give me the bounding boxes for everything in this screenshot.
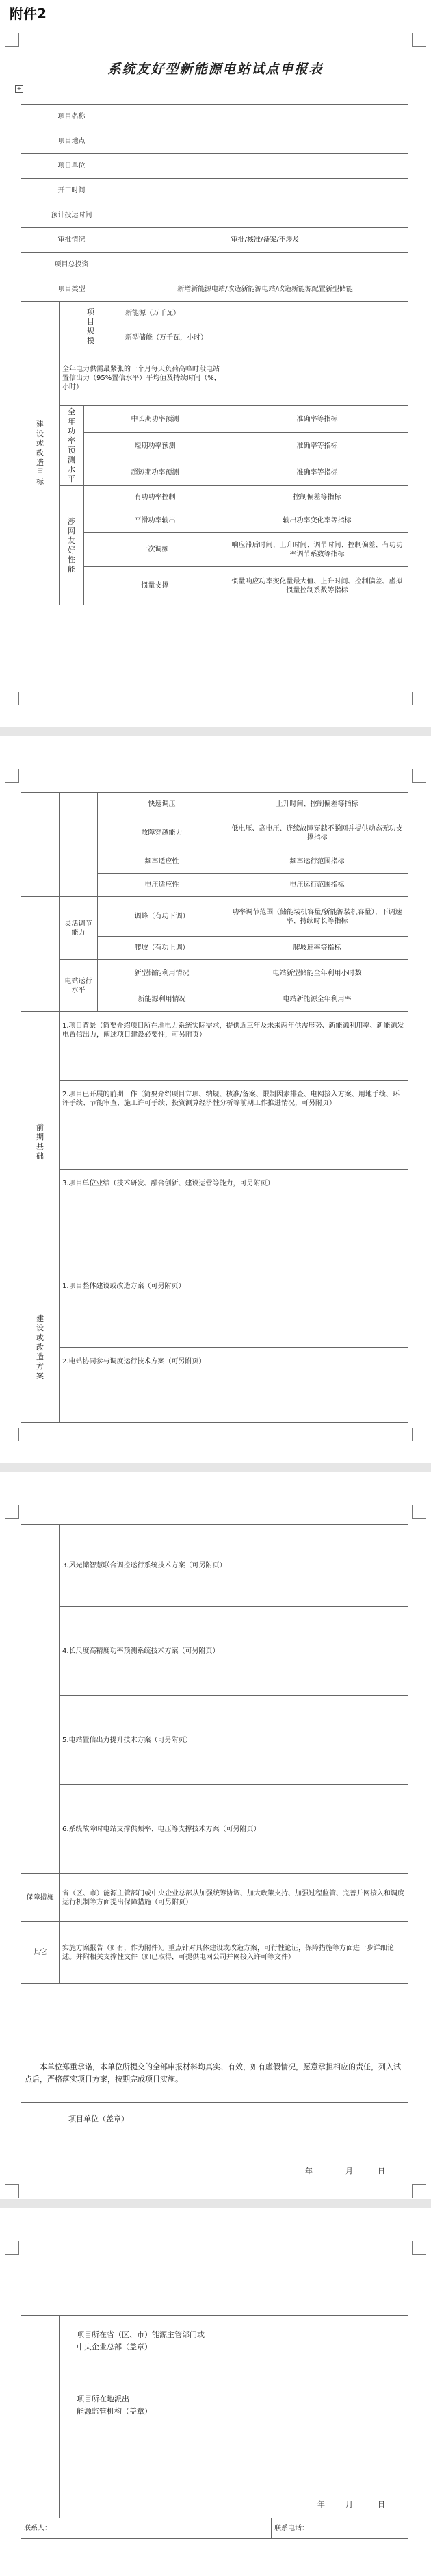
crop-mark [5,2241,19,2255]
operation-label: 电站运行水平 [60,960,98,1012]
crop-mark [5,1428,19,1441]
contact-person-cell[interactable]: 联系人： [21,2518,272,2539]
scale-label: 项目规模 [60,302,122,351]
project-type-value[interactable]: 新增新能源电站/改造新能源电站/改造新能源配置新型储能 [122,277,408,302]
project-unit-field[interactable] [122,154,408,179]
crop-mark [412,2184,426,2198]
grid-friendly-row-name: 电压适应性 [98,874,226,897]
guarantee-label: 保障措施 [21,1874,60,1922]
investment-label: 项目总投资 [21,253,122,277]
grid-friendly-continued [60,793,98,897]
scale-storage-label: 新型储能（万千瓦，小时） [122,325,226,351]
grid-friendly-row-value[interactable]: 低电压、高电压、连续故障穿越不脱网并提供动态无功支撑指标 [226,816,408,850]
reliable-capacity-field[interactable] [226,351,408,406]
start-time-field[interactable] [122,179,408,203]
plan-section-continued [21,1525,60,1874]
commitment-unit-seal: 项目单位（盖章） [68,2114,129,2123]
approval-label: 审批情况 [21,228,122,253]
grid-friendly-row-name: 有功功率控制 [84,486,226,509]
other-text[interactable]: 实施方案报告（如有，作为附件）。重点针对具体建设或改造方案，可行性论证，保障措施等方面进一步详细论述。并附相关支撑性文件（如已取得，可提供电网公司并网接入许可等文件） [60,1922,408,1984]
date-day: 日 [378,2167,385,2175]
project-name-label: 项目名称 [21,105,122,129]
forecast-row-name: 中长期功率预测 [84,406,226,433]
grid-friendly-row-value[interactable]: 响应滞后时间、上升时间、调节时间、控制偏差、有功功率调节系数等指标 [226,533,408,567]
dept1-line1: 项目所在省（区、市）能源主管部门或 [77,2330,205,2339]
reliable-capacity-label: 全年电力供需最紧张的一个月每天负荷高峰时段电站置信出力（95%置信水平）平均值及持续时间（%，小时） [60,351,226,406]
guarantee-text[interactable]: 省（区、市）能源主管部门或中央企业总部从加强统筹协调、加大政策支持、加强过程监管、完善并网接入和调度运行机制等方面提出保障措施（可另附页） [60,1874,408,1922]
flex-regulation-row-value[interactable]: 功率调节范围（储能装机容量/新能源装机容量）、下调速率、持续时长等指标 [226,897,408,937]
operation-time-field[interactable] [122,203,408,228]
investment-field[interactable] [122,253,408,277]
operation-row-name: 新型储能利用情况 [98,960,226,987]
form-title: 系统友好型新能源电站试点申报表 [107,62,324,77]
crop-mark [412,769,426,783]
table-move-handle-icon[interactable]: + [15,85,23,93]
grid-friendly-row-value[interactable]: 惯量响应功率变化量最大值、上升时间、控制偏差、虚拟惯量控制系数等指标 [226,567,408,605]
crop-mark [412,692,426,705]
flex-regulation-row-name: 爬坡（有功上调） [98,937,226,960]
plan-item[interactable]: 4.长尺度高精度功率预测系统技术方案（可另附页） [60,1607,408,1696]
scale-storage-field[interactable] [226,325,408,351]
flex-regulation-row-name: 调峰（有功下调） [98,897,226,937]
scale-renewable-label: 新能源（万千瓦） [122,302,226,325]
grid-friendly-row-name: 故障穿越能力 [98,816,226,850]
grid-friendly-row-value[interactable]: 频率运行范围指标 [226,850,408,874]
grid-friendly-row-name: 频率适应性 [98,850,226,874]
grid-friendly-row-value[interactable]: 控制偏差等指标 [226,486,408,509]
forecast-row-value[interactable]: 准确率等指标 [226,459,408,486]
crop-mark [5,2184,19,2198]
plan-item[interactable]: 1.项目整体建设或改造方案（可另附页） [60,1272,408,1348]
project-location-label: 项目地点 [21,129,122,154]
foundation-item[interactable]: 3.项目单位业绩（技术研发、融合创新、建设运营等能力，可另附页） [60,1170,408,1272]
crop-mark [5,692,19,705]
grid-friendly-label: 涉网友好性能 [60,486,84,605]
project-unit-label: 项目单位 [21,154,122,179]
date-day: 日 [378,2500,385,2509]
project-type-label: 项目类型 [21,277,122,302]
form-table-part-1 [21,104,408,605]
page-3 [0,1472,431,2199]
dept2-line1: 项目所在地派出 [77,2395,129,2403]
foundation-item[interactable]: 2.项目已开展的前期工作（简要介绍项目立项、纳规、核准/备案、限制因素排查、电网接入方案、用地手续、环评手续、节能审查、施工许可手续、投资测算经济性分析等前期工作推进情况，可另附页） [60,1081,408,1170]
grid-friendly-row-value[interactable]: 上升时间、控制偏差等指标 [226,793,408,816]
goal-section-label: 建设或改造目标 [21,302,60,605]
crop-mark [412,2241,426,2255]
foundation-label: 前期基础 [21,1012,60,1272]
crop-mark [412,33,426,47]
grid-friendly-row-value[interactable]: 电压运行范围指标 [226,874,408,897]
page-2 [0,736,431,1463]
forecast-row-value[interactable]: 准确率等指标 [226,406,408,433]
grid-friendly-row-value[interactable]: 输出功率变化率等指标 [226,509,408,533]
project-location-field[interactable] [122,129,408,154]
scale-renewable-field[interactable] [226,302,408,325]
grid-friendly-row-name: 平滑功率输出 [84,509,226,533]
commitment-text: 本单位郑重承诺，本单位所提交的全部申报材料均真实、有效，如有虚假情况，愿意承担相应的责任，列入试点后，严格落实项目方案，按期完成项目实施。 [25,2062,401,2084]
flex-regulation-label: 灵活调节能力 [60,897,98,960]
crop-mark [5,33,19,47]
forecast-row-value[interactable]: 准确率等指标 [226,433,408,459]
approval-value[interactable]: 审批/核准/备案/不涉及 [122,228,408,253]
crop-mark [5,769,19,783]
flex-regulation-row-value[interactable]: 爬坡速率等指标 [226,937,408,960]
date-year: 年 [317,2500,325,2509]
contact-phone-cell[interactable]: 联系电话： [272,2518,408,2539]
grid-friendly-row-name: 一次调频 [84,533,226,567]
operation-row-name: 新能源利用情况 [98,987,226,1012]
plan-item[interactable]: 2.电站协同参与调度运行技术方案（可另附页） [60,1348,408,1423]
date-month: 月 [345,2500,353,2509]
start-time-label: 开工时间 [21,179,122,203]
forecast-label: 全年功率预测水平 [60,406,84,486]
grid-friendly-row-name: 快速调压 [98,793,226,816]
goal-section-continued [21,793,60,897]
grid-friendly-row-name: 惯量支撑 [84,567,226,605]
forecast-row-name: 超短期功率预测 [84,459,226,486]
plan-item[interactable]: 3.风光储智慧联合调控运行系统技术方案（可另附页） [60,1525,408,1607]
crop-mark [412,1505,426,1519]
crop-mark [5,1505,19,1519]
foundation-item[interactable]: 1.项目背景（简要介绍项目所在地电力系统实际需求，提供近三年及未来两年供需形势、新能源利用率、新能源发电置信出力，阐述项目建设必要性，可另附页） [60,1012,408,1081]
operation-time-label: 预计投运时间 [21,203,122,228]
crop-mark [412,1428,426,1441]
plan-item[interactable]: 6.系统故障时电站支撑供频率、电压等支撑技术方案（可另附页） [60,1785,408,1874]
date-year: 年 [305,2167,313,2175]
operation-row-value[interactable]: 电站新型储能全年利用小时数 [226,960,408,987]
dept2-line2: 能源监管机构（盖章） [77,2407,152,2416]
operation-row-value[interactable]: 电站新能源全年利用率 [226,987,408,1012]
project-name-field[interactable] [122,105,408,129]
form-table-part-2 [21,792,408,1423]
dept1-line2: 中央企业总部（盖章） [77,2343,152,2351]
forecast-row-name: 短期功率预测 [84,433,226,459]
date-month: 月 [345,2167,353,2175]
goal-section-continued [21,897,60,1012]
page-4 [0,2208,431,2576]
attachment-label: 附件2 [10,5,47,22]
other-label: 其它 [21,1922,60,1984]
endorsement-blank-cell [21,2316,60,2518]
plan-item[interactable]: 5.电站置信出力提升技术方案（可另附页） [60,1696,408,1785]
plan-label: 建设或改造方案 [21,1272,60,1423]
page-1 [0,0,431,727]
form-table-part-3 [21,1524,408,2103]
